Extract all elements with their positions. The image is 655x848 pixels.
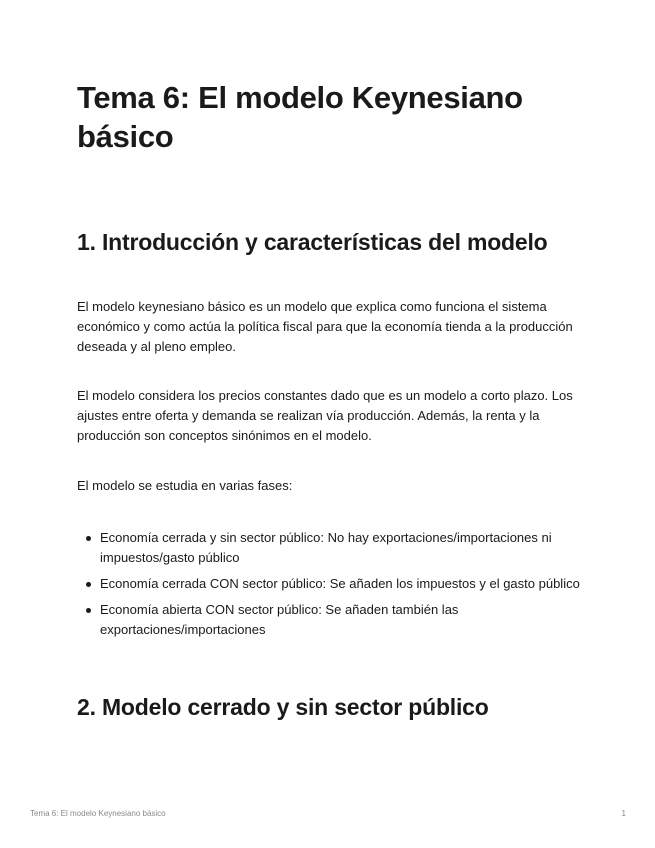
footer-page-number: 1 xyxy=(621,809,626,818)
page-title: Tema 6: El modelo Keynesiano básico xyxy=(77,80,523,154)
paragraph-fases: El modelo se estudia en varias fases: xyxy=(77,478,293,493)
paragraph-definicion: El modelo keynesiano básico es un modelo que explica como funciona el sistema económico y como actúa la política fiscal para que la economía tienda a la producción deseada y al pleno empleo. xyxy=(77,299,573,354)
footer-doc-name: Tema 6: El modelo Keynesiano básico xyxy=(30,809,166,818)
phases-list xyxy=(77,528,587,640)
list-item: Economía cerrada CON sector público: Se añaden los impuestos y el gasto público xyxy=(100,574,587,594)
list-item: Economía abierta CON sector público: Se añaden también las exportaciones/importaciones xyxy=(100,600,587,640)
section-heading-introduccion: 1. Introducción y características del modelo xyxy=(77,229,548,255)
paragraph-precios: El modelo considera los precios constantes dado que es un modelo a corto plazo. Los ajustes entre oferta y demanda se realizan vía producción. Además, la renta y la producción son conceptos sinónimos en el modelo. xyxy=(77,388,573,443)
page-content xyxy=(77,78,587,722)
section-heading-modelo-cerrado: 2. Modelo cerrado y sin sector público xyxy=(77,694,489,720)
list-item: Economía cerrada y sin sector público: No hay exportaciones/importaciones ni impuestos/gasto público xyxy=(100,528,587,568)
